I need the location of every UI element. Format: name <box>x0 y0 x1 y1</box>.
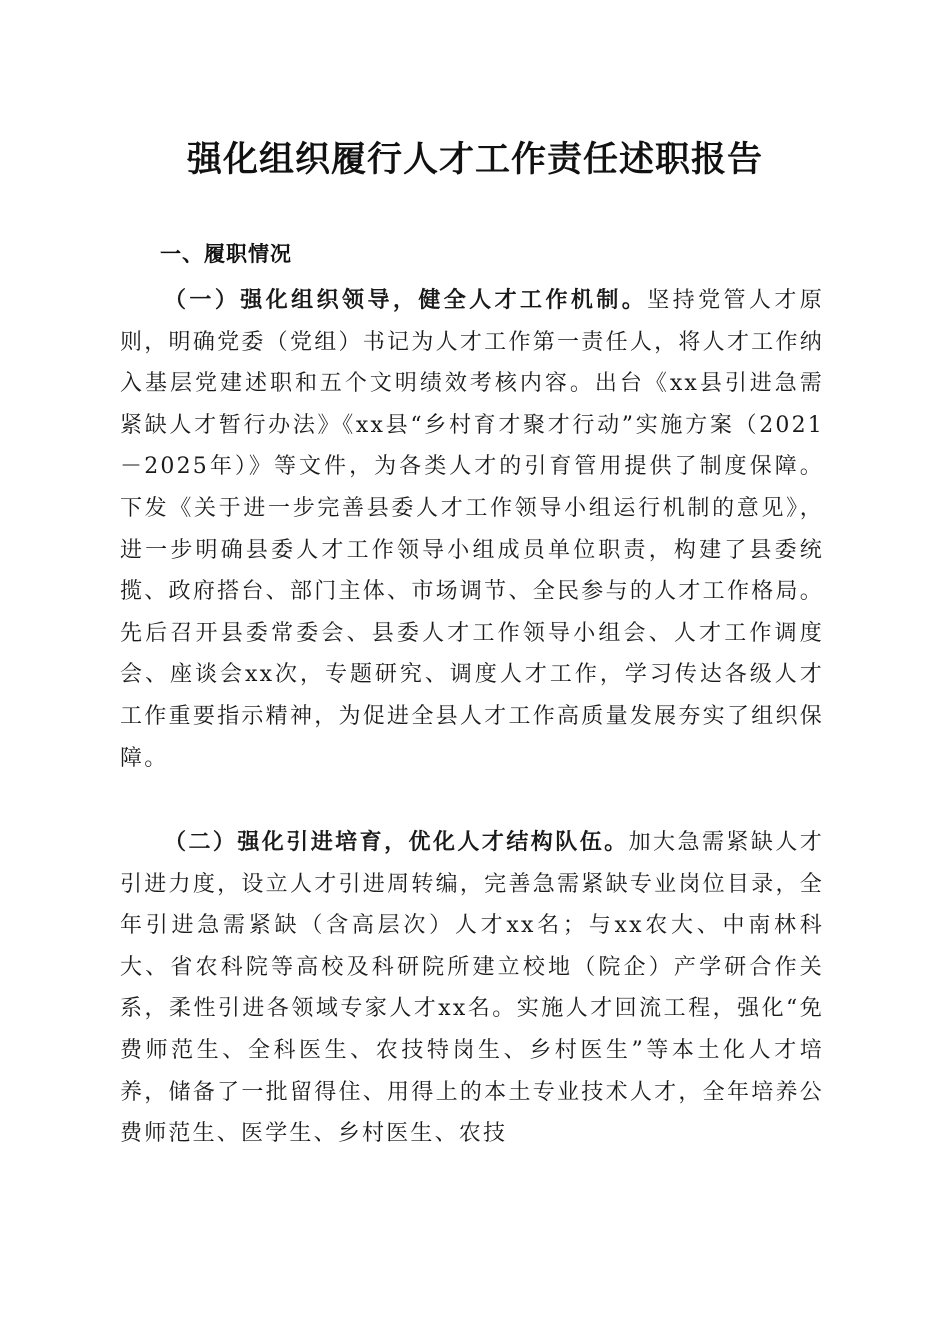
paragraph-1 <box>120 280 824 812</box>
paragraph-1-lead: （一）强化组织领导，健全人才工作机制。 <box>164 287 648 313</box>
paragraph-2 <box>120 822 824 1164</box>
document-title: 强化组织履行人才工作责任述职报告 <box>186 140 763 180</box>
paragraph-1-body: 坚持党管人才原则，明确党委（党组）书记为人才工作第一责任人，将人才工作纳入基层党建述职和五个文明绩效考核内容。出台《xx县引进急需紧缺人才暂行办法》《xx县“乡村育才聚才行动”实施方案（2021－2025年）》等文件，为各类人才的引育管用提供了制度保障。下发《关于进一步完善县委人才工作领导小组运行机制的意见》，进一步明确县委人才工作领导小组成员单位职责，构建了县委统揽、政府搭台、部门主体、市场调节、全民参与的人才工作格局。先后召开县委常委会、县委人才工作领导小组会、人才工作调度会、座谈会xx次，专题研究、调度人才工作，学习传达各级人才工作重要指示精神，为促进全县人才工作高质量发展夯实了组织保障。 <box>120 288 824 771</box>
paragraph-2-body: 加大急需紧缺人才引进力度，设立人才引进周转编，完善急需紧缺专业岗位目录，全年引进急需紧缺（含高层次）人才xx名；与xx农大、中南林科大、省农科院等高校及科研院所建立校地（院企）产学研合作关系，柔性引进各领域专家人才xx名。实施人才回流工程，强化“免费师范生、全科医生、农技特岗生、乡村医生”等本土化人才培养，储备了一批留得住、用得上的本土专业技术人才，全年培养公费师范生、医学生、乡村医生、农技 <box>120 830 824 1147</box>
section-heading: 一、履职情况 <box>160 242 292 266</box>
paragraph-2-lead: （二）强化引进培育，优化人才结构队伍。 <box>164 829 629 855</box>
